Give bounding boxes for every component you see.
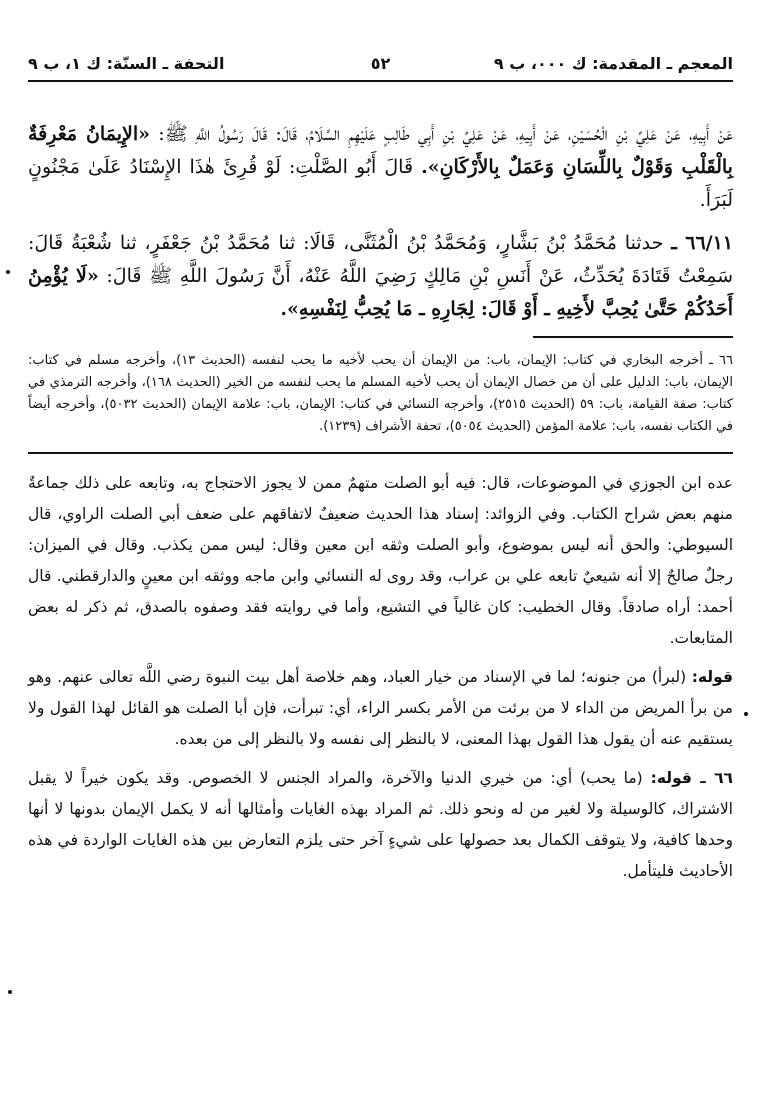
commentary: [28, 468, 733, 887]
scan-speck: [8, 990, 12, 994]
page-number: ٥٢: [370, 54, 391, 73]
hadith-matn: «لَا يُؤْمِنُ أَحَدُكُمْ حَتَّىٰ يُحِبَّ لأَخِيهِ ـ أَوْ قَالَ: لِجَارِهِ ـ مَا يُحِبُّ لِنَفْسِهِ».: [28, 265, 733, 320]
footnote-separator: [533, 336, 733, 338]
hadith-paragraph: [28, 118, 733, 217]
hadith-matn: «الإِيمَانُ مَعْرِفَةٌ بِالْقَلْبِ وَقَوْلٌ بِاللِّسَانِ وَعَمَلٌ بِالأَرْكَانِ».: [28, 123, 733, 178]
hadith-remark: قَالَ أَبُو الصَّلْتِ: لَوْ قُرِئَ هٰذَا الإِسْنَادُ عَلَىٰ مَجْنُونٍ لَبَرَأَ.: [28, 156, 733, 211]
commentary-paragraph: [28, 763, 733, 887]
commentary-body: (لبرأ) من جنونه؛ لما في الإسناد من خيار العباد، وهم خلاصة أهل بيت النبوة رضي اللَّه تعالى عنهم. وهو من برأ المريض من الداء لا من برئت من الأمر بكسر الراء، أي: تبرأت، فإن أبا الصلت هو القائل لهذا القول ولا يستقيم عنه أن يقول هذا القول بهذا المعنى، لا بالنظر إلى نفسه ولا بالنظر إلى من بعده.: [28, 668, 733, 748]
hadith-chain: حدثنا مُحَمَّدُ بْنُ بَشَّارٍ، وَمُحَمَّدُ بْنُ الْمُثَنَّى، قَالَا: ثنا مُحَمَّدُ بْنُ جَعْفَرٍ، ثنا شُعْبَةُ قَالَ: سَمِعْتُ قَتَادَةَ يُحَدِّثُ، عَنْ أَنَسِ بْنِ مَالِكٍ رَضِيَ اللَّهُ عَنْهُ، أَنَّ رَسُولَ اللَّهِ ﷺ قَالَ:: [28, 232, 733, 287]
commentary-label: ٦٦ ـ قوله:: [650, 769, 733, 787]
takhrij-footnote: ٦٦ ـ أخرجه البخاري في كتاب: الإيمان، باب: من الإيمان أن يحب لأخيه ما يحب لنفسه (الحديث ١٣)، وأخرجه مسلم في كتاب: الإيمان، باب: الدليل على أن من خصال الإيمان أن يحب لأخيه المسلم ما يحب لنفسه من الخير (الحديث ١٦٨)، وأخرجه الترمذي في كتاب: صفة القيامة، باب: ٥٩ (الحديث ٢٥١٥)، وأخرجه النسائي في كتاب: الإيمان، باب: علامة الإيمان (الحديث ٥٠٣٢)، وأخرجه أيضاً في الكتاب نفسه، باب: علامة المؤمن (الحديث ٥٠٥٤)، تحفة الأشراف (١٢٣٩).: [28, 353, 734, 434]
commentary-paragraph: [28, 662, 733, 755]
scan-speck: [6, 270, 10, 274]
running-header: [28, 50, 733, 82]
hadith-paragraph: [28, 227, 733, 326]
commentary-paragraph: عده ابن الجوزي في الموضوعات، قال: فيه أبو الصلت متهمٌ ممن لا يجوز الاحتجاج به، وتابعه على ذلك جماعةٌ منهم بعض شراح الكتاب. وفي الزوائد: إسناد هذا الحديث ضعيفٌ لاتفاقهم على ضعف أبي الصلت الراوي، قال السيوطي: والحق أنه ليس بموضوع، وأبو الصلت وثقه ابن معين وقال: ليس ممن يكذب. وقال في الميزان: رجلٌ صالحٌ إلا أنه شيعيٌ تابعه علي بن عراب، وقد روى له النسائي وابن ماجه ووثقه ابن معينٍ والدارقطني. قال أحمد: أراه صادقاً. وقال الخطيب: كان غالياً في التشيع، وأما في روايته فقد وصفوه بالصدق، ثم ذكر له بعض المتابعات.: [28, 474, 733, 647]
header-reference-tuhfa: التحفة ـ السنّة: ك ١، ب ٩: [28, 54, 225, 73]
commentary-separator: [28, 452, 733, 454]
scan-speck: [744, 712, 748, 716]
header-reference-mujam: المعجم ـ المقدمة: ك ٠٠٠، ب ٩: [493, 54, 733, 73]
hadith-number: ٦٦/١١ ـ: [671, 232, 733, 254]
book-page: [28, 50, 733, 1090]
hadith-chain: عَنْ أَبِيهِ، عَنْ عَلِيِّ بْنِ الْحُسَيْنِ، عَنْ أَبِيهِ، عَنْ عَلِيِّ بْنِ أَبِي طَالِبٍ عَلَيْهِمِ السَّلَامُ، قَالَ: قَالَ رَسُولُ اللَّهِ ﷺ:: [158, 123, 734, 145]
hadith-text: [28, 118, 733, 326]
commentary-body: (ما يحب) أي: من خيري الدنيا والآخرة، والمراد الجنس لا الخصوص. وقد يكون خيراً لا يقبل الاشتراك، كالوسيلة ولا لغير من له ونحو ذلك. ثم المراد بهذه الغايات وأمثالها أنه لا يكمل الإيمان بدونها لا أنها وحدها كافية، ولا يتوقف الكمال بعد حصولها على شيءٍ آخر حتى يلزم التعارض بين هذه الغايات الواردة في هذه الأحاديث فليتأمل.: [28, 769, 733, 880]
commentary-label: قوله:: [691, 668, 733, 686]
